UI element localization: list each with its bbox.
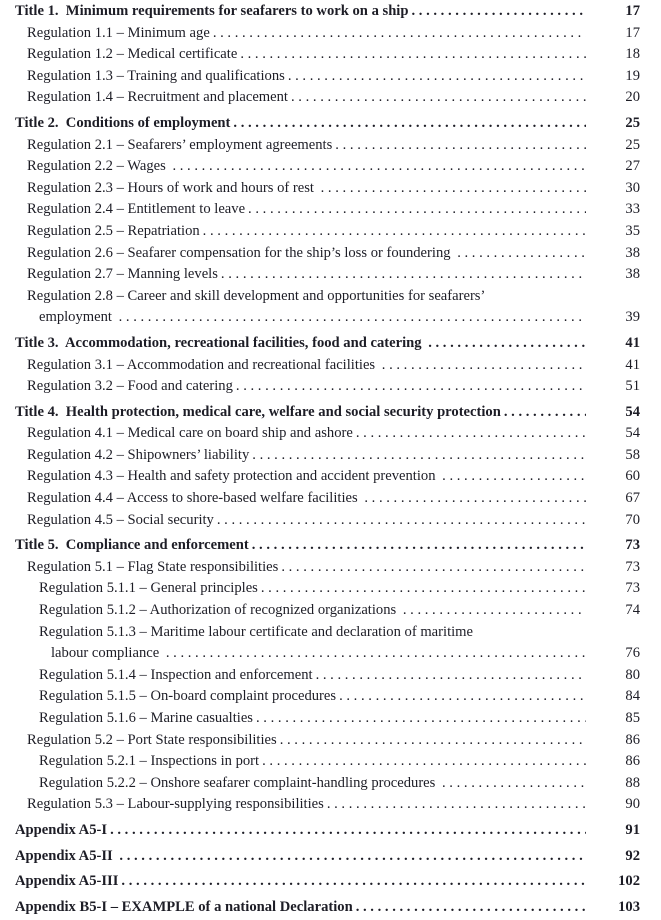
toc-entry-title: Regulation 3.1 – Accommodation and recreational facilities	[27, 356, 379, 373]
dot-leader	[428, 335, 586, 352]
dot-leader	[261, 580, 586, 597]
toc-entry-title: Regulation 5.1.3 – Maritime labour certificate and declaration of maritime	[39, 623, 474, 640]
toc-entry-page: 35	[625, 222, 640, 239]
toc-entry-title: Regulation 4.1 – Medical care on board ship and ashore	[27, 425, 353, 442]
toc-entry-page: 92	[625, 847, 640, 864]
dot-leader	[236, 378, 586, 395]
dot-leader	[281, 559, 586, 576]
toc-entry	[15, 873, 640, 895]
toc-entry-title: Regulation 4.4 – Access to shore-based welfare facilities	[27, 490, 362, 507]
toc-entry-page: 60	[625, 468, 640, 485]
toc-entry	[15, 559, 640, 581]
dot-leader	[166, 645, 586, 662]
toc-entry-title: Regulation 5.3 – Labour-supplying responsibilities	[27, 796, 324, 813]
dot-leader	[280, 732, 586, 749]
dot-leader	[356, 425, 586, 442]
toc-entry	[15, 490, 640, 512]
toc-entry-title: Regulation 5.1.5 – On-board complaint procedures	[39, 688, 337, 705]
dot-leader	[119, 309, 586, 326]
toc-entry-page: 17	[625, 3, 640, 19]
toc-entry	[15, 775, 640, 797]
toc-entry-title: Title 2. Conditions of employment	[15, 114, 231, 131]
toc-entry-title: Regulation 5.1.4 – Inspection and enforcement	[39, 666, 313, 683]
toc-entry-page: 41	[625, 356, 640, 373]
toc-entry-page: 25	[625, 136, 640, 153]
dot-leader	[240, 46, 586, 63]
toc-entry-page: 73	[625, 537, 640, 554]
toc-entry	[15, 201, 640, 223]
dot-leader	[321, 180, 586, 197]
toc-entry-title: Appendix B5-I – EXAMPLE of a national Declaration	[15, 898, 353, 915]
toc-entry-title: Regulation 5.1 – Flag State responsibilities	[27, 558, 279, 575]
dot-leader	[327, 796, 586, 813]
toc-entry-title: Regulation 5.2.2 – Onshore seafarer complaint-handling procedures	[39, 774, 439, 791]
dot-leader	[252, 447, 586, 464]
toc-entry	[15, 378, 640, 400]
toc-entry-page: 19	[625, 67, 640, 84]
toc-entry-title: Regulation 2.1 – Seafarers’ employment agreements	[27, 136, 333, 153]
dot-leader	[256, 710, 586, 727]
toc-entry-title: Regulation 5.1.2 – Authorization of recognized organizations	[39, 602, 400, 619]
toc-entry-title: Regulation 1.4 – Recruitment and placement	[27, 89, 288, 106]
toc-entry-title: Regulation 2.5 – Repatriation	[27, 222, 200, 239]
toc-entry	[15, 899, 640, 920]
toc-entry-title: Appendix A5-I	[15, 821, 108, 838]
toc-entry	[15, 68, 640, 90]
toc-entry	[15, 848, 640, 870]
toc-entry-title: Regulation 2.7 – Manning levels	[27, 266, 218, 283]
toc-entry-title: Regulation 2.4 – Entitlement to leave	[27, 201, 246, 218]
dot-leader	[442, 468, 586, 485]
toc-entry-page: 67	[625, 490, 640, 507]
toc-entry-page: 38	[625, 244, 640, 261]
toc-entry-title: Appendix A5-II	[15, 847, 117, 864]
toc-entry-page: 39	[625, 309, 640, 326]
toc-entry	[15, 137, 640, 159]
dot-leader	[248, 201, 586, 218]
toc-entry-title: Regulation 5.2.1 – Inspections in port	[39, 753, 260, 770]
toc-entry-title: Regulation 2.6 – Seafarer compensation for the ship’s loss or foundering	[27, 244, 455, 261]
toc-entry	[15, 223, 640, 245]
dot-leader	[203, 223, 586, 240]
dot-leader	[364, 490, 586, 507]
toc-entry	[15, 537, 640, 559]
toc-entry	[15, 710, 640, 732]
toc-entry-page: 85	[625, 710, 640, 726]
toc-entry-title: Regulation 5.2 – Port State responsibilities	[27, 731, 277, 748]
toc-entry	[15, 25, 640, 47]
toc-entry-title: Appendix A5-III	[15, 873, 119, 890]
toc-entry-page: 86	[625, 753, 640, 770]
toc-entry-page: 76	[625, 645, 640, 662]
toc-entry	[15, 512, 640, 534]
toc-entry-page: 91	[625, 821, 640, 838]
toc-entry	[15, 447, 640, 469]
toc-entry-title: Title 3. Accommodation, recreational facilities, food and catering	[15, 334, 426, 351]
toc-entry	[15, 245, 640, 267]
dot-leader	[356, 899, 586, 916]
toc-entry-title: Regulation 2.3 – Hours of work and hours of rest	[27, 179, 318, 196]
dot-leader	[316, 667, 586, 684]
dot-leader	[382, 357, 586, 374]
toc-entry-page: 74	[625, 602, 640, 619]
dot-leader	[442, 775, 586, 792]
toc-entry-page: 102	[618, 873, 640, 890]
toc-entry-page: 18	[625, 46, 640, 63]
toc-entry-title-continuation: employment	[39, 309, 116, 326]
toc-entry-title: Title 1. Minimum requirements for seafarers to work on a ship	[15, 3, 409, 19]
dot-leader	[291, 89, 586, 106]
dot-leader	[262, 753, 586, 770]
toc-entry	[15, 357, 640, 379]
dot-leader	[252, 537, 586, 554]
toc-entry	[15, 46, 640, 68]
dot-leader	[335, 137, 586, 154]
toc-entry-page: 54	[625, 425, 640, 442]
toc-entry	[15, 732, 640, 754]
toc-entry-page: 20	[625, 89, 640, 106]
toc-entry-title: Regulation 5.1.1 – General principles	[39, 580, 258, 597]
dot-leader	[121, 873, 586, 890]
dot-leader	[457, 245, 586, 262]
toc-entry-page: 17	[625, 24, 640, 41]
toc-entry	[15, 822, 640, 844]
toc-entry	[15, 158, 640, 180]
toc-entry-page: 54	[625, 403, 640, 420]
toc-entry	[15, 667, 640, 689]
toc-entry-title: Regulation 4.2 – Shipowners’ liability	[27, 446, 250, 463]
toc-entry-page: 73	[625, 580, 640, 597]
dot-leader	[403, 602, 586, 619]
toc-entry	[15, 602, 640, 624]
toc-entry-title: Regulation 2.2 – Wages	[27, 158, 170, 175]
dot-leader	[221, 266, 586, 283]
toc-entry	[15, 688, 640, 710]
toc-entry-title: Regulation 5.1.6 – Marine casualties	[39, 710, 253, 726]
toc-entry-page: 90	[625, 796, 640, 813]
toc-entry-title-continuation: labour compliance	[51, 645, 163, 662]
toc-entry	[15, 335, 640, 357]
toc-entry-title: Regulation 3.2 – Food and catering	[27, 378, 233, 395]
dot-leader	[217, 512, 586, 529]
toc-entry	[15, 580, 640, 602]
toc-entry-title: Regulation 4.3 – Health and safety protection and accident prevention	[27, 468, 440, 485]
dot-leader	[172, 158, 586, 175]
toc-entry-title: Regulation 1.1 – Minimum age	[27, 24, 210, 41]
toc-entry-page: 80	[625, 666, 640, 683]
dot-leader	[504, 404, 586, 421]
toc-entry-page: 27	[625, 158, 640, 175]
toc-entry-page: 86	[625, 731, 640, 748]
toc-entry	[15, 266, 640, 288]
toc-entry-title: Title 5. Compliance and enforcement	[15, 537, 249, 554]
toc-entry	[15, 753, 640, 775]
toc-entry	[15, 796, 640, 818]
toc-entry-page: 84	[625, 688, 640, 705]
toc-entry-page: 38	[625, 266, 640, 283]
dot-leader	[213, 25, 586, 42]
toc-entry	[15, 89, 640, 111]
toc-entry	[15, 624, 640, 667]
toc-entry	[15, 180, 640, 202]
toc-entry	[15, 404, 640, 426]
dot-leader	[119, 848, 586, 865]
toc-entry-page: 70	[625, 511, 640, 528]
toc-entry-page: 41	[625, 334, 640, 351]
toc-entry-page: 103	[618, 898, 640, 915]
toc-entry-title: Regulation 2.8 – Career and skill development and opportunities for seafarers’	[27, 287, 486, 304]
toc-entry-title: Regulation 4.5 – Social security	[27, 511, 214, 528]
toc-entry-title: Regulation 1.3 – Training and qualifications	[27, 67, 285, 84]
dot-leader	[233, 115, 586, 132]
toc-entry	[15, 468, 640, 490]
toc-entry-page: 58	[625, 446, 640, 463]
toc-entry	[15, 115, 640, 137]
dot-leader	[110, 822, 586, 839]
dot-leader	[339, 688, 586, 705]
toc-entry-page: 51	[625, 378, 640, 395]
toc-entry	[15, 288, 640, 331]
toc-entry-title: Title 4. Health protection, medical care, welfare and social security protection	[15, 403, 501, 420]
toc-entry-page: 30	[625, 179, 640, 196]
dot-leader	[288, 68, 586, 85]
toc-entry	[15, 425, 640, 447]
toc-entry-page: 88	[625, 774, 640, 791]
toc-entry-title: Regulation 1.2 – Medical certificate	[27, 46, 238, 63]
toc-entry	[15, 3, 640, 25]
toc-entry-page: 33	[625, 201, 640, 218]
toc-entry-page: 73	[625, 558, 640, 575]
toc-entry-page: 25	[625, 114, 640, 131]
dot-leader	[411, 3, 586, 20]
